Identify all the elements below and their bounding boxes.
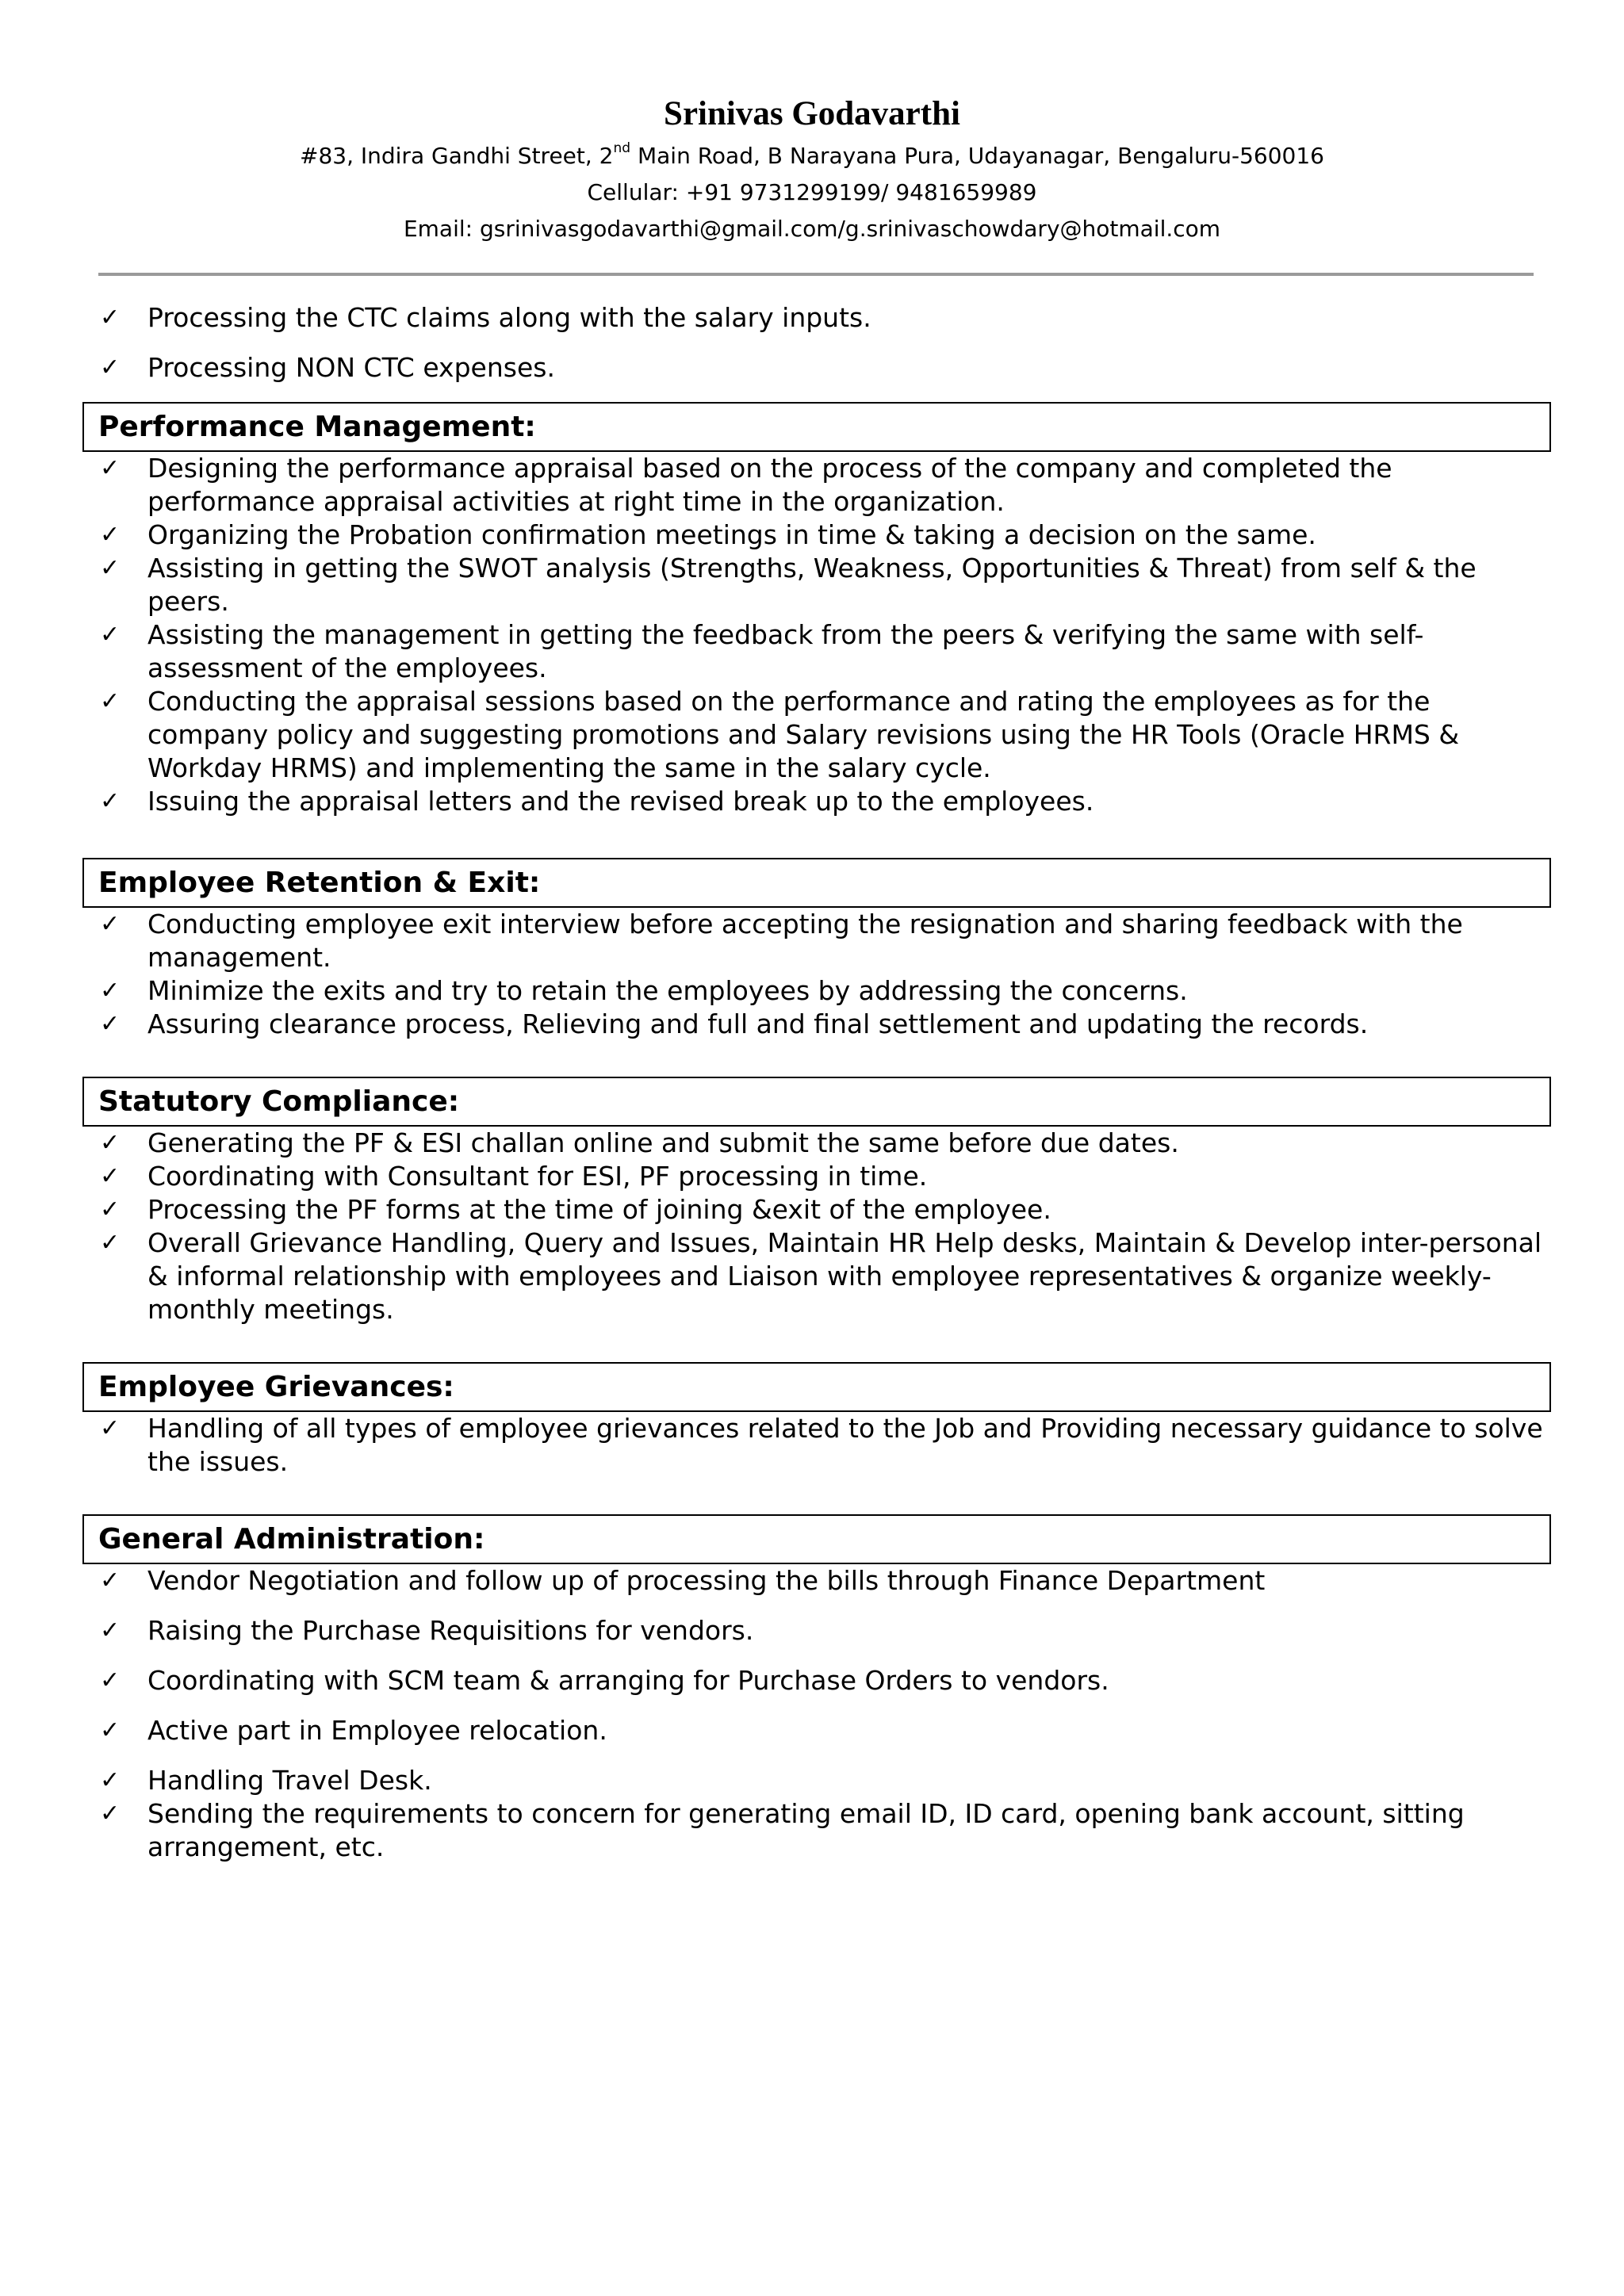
section-heading-administration: General Administration: xyxy=(82,1514,1551,1564)
list-item: ✓ Generating the PF & ESI challan online and submit the same before due dates. xyxy=(100,1127,1179,1158)
section-heading-statutory: Statutory Compliance: xyxy=(82,1077,1551,1127)
retention-list xyxy=(82,908,1551,1041)
checkmark-icon: ✓ xyxy=(100,554,121,582)
email-line: Email: gsrinivasgodavarthi@gmail.com/g.srinivaschowdary@hotmail.com xyxy=(403,216,1221,242)
checkmark-icon: ✓ xyxy=(100,1162,121,1190)
list-item: ✓ Coordinating with Consultant for ESI, PF processing in time. xyxy=(100,1161,928,1192)
list-item: ✓ Assuring clearance process, Relieving and full and final settlement and updating the records. xyxy=(100,1008,1369,1039)
checkmark-icon: ✓ xyxy=(100,687,121,715)
list-item: ✓ Minimize the exits and try to retain the employees by addressing the concerns. xyxy=(100,975,1188,1006)
list-item: ✓ Processing the PF forms at the time of joining &exit of the employee. xyxy=(100,1194,1051,1225)
checkmark-icon: ✓ xyxy=(100,1800,121,1827)
list-item: ✓ Issuing the appraisal letters and the revised break up to the employees. xyxy=(100,786,1094,817)
checkmark-icon: ✓ xyxy=(100,304,121,331)
checkmark-icon: ✓ xyxy=(100,1414,121,1442)
cellular-line: Cellular: +91 9731299199/ 9481659989 xyxy=(587,179,1037,205)
checkmark-icon: ✓ xyxy=(100,521,121,549)
candidate-name: Srinivas Godavarthi xyxy=(664,95,960,132)
checkmark-icon: ✓ xyxy=(100,977,121,1004)
list-item: ✓ Vendor Negotiation and follow up of processing the bills through Finance Department xyxy=(100,1565,1266,1596)
list-item: ✓ Organizing the Probation confirmation meetings in time & taking a decision on the same. xyxy=(100,519,1316,550)
resume-body xyxy=(82,301,1551,1864)
list-item: ✓ Handling of all types of employee grievances related to the Job and Providing necessary guidance to solve the issues. xyxy=(100,1413,1543,1477)
checkmark-icon: ✓ xyxy=(100,1667,121,1694)
header-divider xyxy=(98,273,1534,276)
address-line xyxy=(0,138,1624,174)
checkmark-icon: ✓ xyxy=(100,621,121,649)
resume-header xyxy=(0,90,1624,247)
checkmark-icon: ✓ xyxy=(100,354,121,381)
address-part-2: Main Road, B Narayana Pura, Udayanagar, Bengaluru-560016 xyxy=(630,143,1324,169)
administration-list xyxy=(82,1564,1551,1864)
checkmark-icon: ✓ xyxy=(100,454,121,482)
list-item: ✓ Handling Travel Desk. xyxy=(100,1765,432,1796)
checkmark-icon: ✓ xyxy=(100,1229,121,1257)
list-item: ✓ Designing the performance appraisal based on the process of the company and completed the performance appraisal activities at right time in the organization. xyxy=(100,453,1392,517)
list-item: ✓ Coordinating with SCM team & arranging for Purchase Orders to vendors. xyxy=(100,1665,1109,1696)
list-item: ✓ Assisting the management in getting the feedback from the peers & verifying the same with self-assessment of the employees. xyxy=(100,619,1424,683)
address-ordinal: nd xyxy=(613,140,631,156)
intro-list xyxy=(82,301,1551,385)
checkmark-icon: ✓ xyxy=(100,1567,121,1594)
list-item: ✓ Sending the requirements to concern for generating email ID, ID card, opening bank account, sitting arrangement, etc. xyxy=(100,1798,1465,1862)
list-item: ✓ Raising the Purchase Requisitions for vendors. xyxy=(100,1615,754,1646)
performance-list xyxy=(82,452,1551,818)
section-heading-grievances: Employee Grievances: xyxy=(82,1362,1551,1412)
checkmark-icon: ✓ xyxy=(100,910,121,938)
list-item: ✓ Conducting the appraisal sessions based on the performance and rating the employees as for the company policy and suggesting promotions and Salary revisions using the HR Tools (Oracle HRMS & Workday HRMS) and implementing the same in the salary cycle. xyxy=(100,686,1460,783)
checkmark-icon: ✓ xyxy=(100,1010,121,1038)
address-part-1: #83, Indira Gandhi Street, 2 xyxy=(299,143,614,169)
checkmark-icon: ✓ xyxy=(100,787,121,815)
list-item: ✓ Assisting in getting the SWOT analysis (Strengths, Weakness, Opportunities & Threat) from self & the peers. xyxy=(100,553,1477,617)
list-item: ✓ Active part in Employee relocation. xyxy=(100,1715,607,1746)
checkmark-icon: ✓ xyxy=(100,1766,121,1794)
list-item: ✓ Overall Grievance Handling, Query and Issues, Maintain HR Help desks, Maintain & Develop inter-personal & informal relationship with employees and Liaison with employee representatives & organize weekly-monthly meetings. xyxy=(100,1227,1542,1325)
list-item: ✓ Processing the CTC claims along with the salary inputs. xyxy=(100,302,871,333)
section-heading-retention: Employee Retention & Exit: xyxy=(82,858,1551,908)
checkmark-icon: ✓ xyxy=(100,1617,121,1644)
checkmark-icon: ✓ xyxy=(100,1196,121,1223)
list-item: ✓ Conducting employee exit interview before accepting the resignation and sharing feedback with the management. xyxy=(100,909,1463,973)
statutory-list xyxy=(82,1127,1551,1326)
checkmark-icon: ✓ xyxy=(100,1129,121,1157)
grievances-list xyxy=(82,1412,1551,1479)
section-heading-performance: Performance Management: xyxy=(82,402,1551,452)
checkmark-icon: ✓ xyxy=(100,1716,121,1744)
list-item: ✓ Processing NON CTC expenses. xyxy=(100,352,555,383)
